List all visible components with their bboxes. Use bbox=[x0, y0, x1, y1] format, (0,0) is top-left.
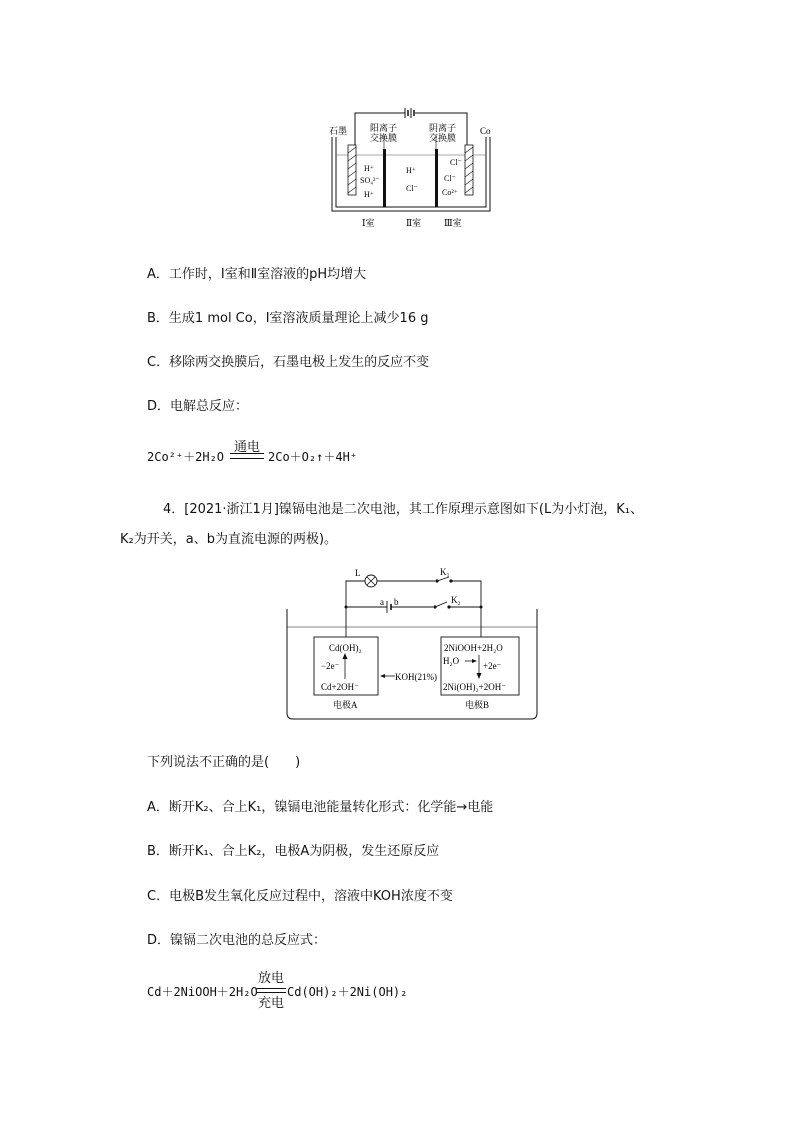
cation-membrane-label-1: 阳离子 bbox=[370, 123, 398, 133]
room3-ion: Cl⁻ bbox=[450, 158, 462, 167]
pole-b-label: b bbox=[394, 597, 399, 607]
q4-stem-line1: 4．[2021·浙江1月]镍镉电池是二次电池，其工作原理示意图如下(L为小灯泡，K₁、 bbox=[163, 502, 643, 517]
q4-stem-line2: K₂为开关，a、b为直流电源的两极)。 bbox=[120, 532, 338, 547]
anion-membrane-label-1: 阴离子 bbox=[429, 123, 457, 133]
nicd-battery-diagram bbox=[285, 565, 540, 725]
room2-label: Ⅱ室 bbox=[406, 218, 422, 228]
room1-ion: H⁺ bbox=[364, 190, 374, 199]
q3-option-c: C．移除两交换膜后，石墨电极上发生的反应不变 bbox=[147, 355, 430, 370]
electrode-a-label: 电极A bbox=[333, 700, 358, 710]
box-a-bottom: Cd+2OH⁻ bbox=[321, 682, 359, 692]
box-a-electron: −2e⁻ bbox=[321, 661, 340, 671]
box-b-electron: +2e⁻ bbox=[483, 661, 502, 671]
q3-equation-left: 2Co²⁺＋2H₂O bbox=[147, 450, 225, 464]
box-b-bottom: 2Ni(OH)₂+2OH⁻ bbox=[443, 682, 506, 692]
room2-ion: Cl⁻ bbox=[406, 184, 418, 193]
box-a-top: Cd(OH)₂ bbox=[329, 643, 362, 653]
q4-equation-left: Cd＋2NiOOH＋2H₂O bbox=[147, 985, 258, 999]
electrolysis-cell-diagram bbox=[320, 105, 500, 233]
k1-label: K₁ bbox=[440, 567, 450, 577]
equals-sign bbox=[230, 453, 264, 459]
q4-option-d: D．镍镉二次电池的总反应式： bbox=[147, 933, 327, 948]
anion-membrane-label-2: 交换膜 bbox=[429, 133, 457, 143]
k2-label: K₂ bbox=[451, 595, 461, 605]
q3-equation-right: 2Co＋O₂↑＋4H⁺ bbox=[268, 450, 358, 464]
q3-equation-condition: 通电 bbox=[233, 440, 260, 455]
q4-equation-right: Cd(OH)₂＋2Ni(OH)₂ bbox=[287, 985, 408, 999]
electrode-b-label: 电极B bbox=[465, 700, 490, 710]
koh-label: KOH(21%) bbox=[395, 672, 437, 682]
q4-equation-discharge: 放电 bbox=[257, 971, 284, 986]
box-b-top: 2NiOOH+2H₂O bbox=[444, 643, 503, 653]
room3-label: Ⅲ室 bbox=[444, 218, 462, 228]
room1-label: Ⅰ室 bbox=[362, 218, 375, 228]
q4-option-c: C．电极B发生氧化反应过程中，溶液中KOH浓度不变 bbox=[147, 889, 453, 904]
room1-ion: SO₄²⁻ bbox=[360, 176, 380, 185]
pole-a-label: a bbox=[380, 597, 384, 607]
cation-membrane-label-2: 交换膜 bbox=[370, 133, 398, 143]
q4-equation-charge: 充电 bbox=[257, 996, 284, 1011]
q4-prompt: 下列说法不正确的是( ) bbox=[147, 755, 301, 770]
room3-ion: Cl⁻ bbox=[444, 174, 456, 183]
water-label: H₂O bbox=[443, 656, 460, 666]
room1-ion: H⁺ bbox=[364, 164, 374, 173]
q3-option-d: D．电解总反应： bbox=[147, 399, 249, 414]
lamp-label: L bbox=[355, 568, 361, 578]
co-label: Co bbox=[480, 126, 491, 136]
q4-option-a: A．断开K₂、合上K₁，镍镉电池能量转化形式：化学能→电能 bbox=[147, 800, 494, 815]
q3-option-a: A．工作时，Ⅰ室和Ⅱ室溶液的pH均增大 bbox=[147, 267, 367, 282]
room3-ion: Co²⁺ bbox=[442, 188, 458, 197]
graphite-label: 石墨 bbox=[329, 126, 348, 136]
q4-option-b: B．断开K₁、合上K₂，电极A为阴极，发生还原反应 bbox=[147, 844, 440, 859]
q3-option-b: B．生成1 mol Co，Ⅰ室溶液质量理论上减少16 g bbox=[147, 311, 429, 326]
room2-ion: H⁺ bbox=[406, 166, 416, 175]
